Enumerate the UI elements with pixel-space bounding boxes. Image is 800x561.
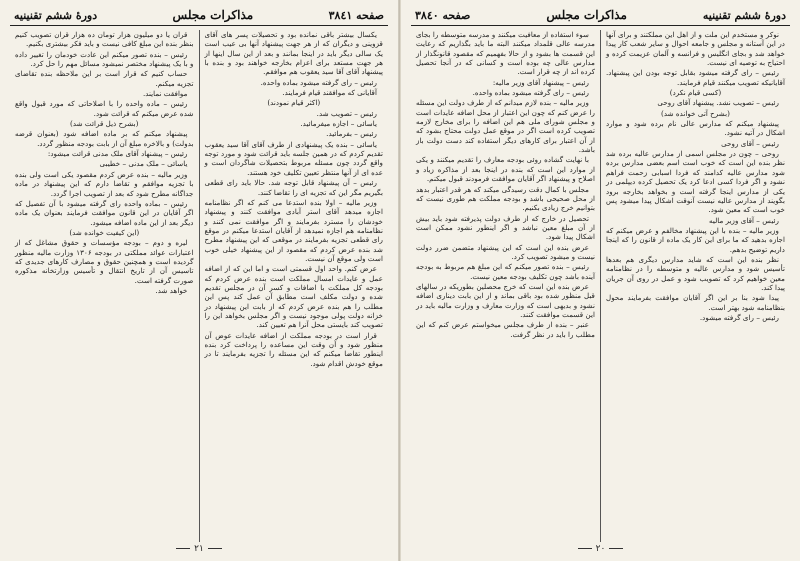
paragraph: رئیس – پیشنهاد آقای ملک مدنی قرائت میشود:	[47, 149, 188, 159]
paragraph: نوکر و مستخدم این ملت و از اهل این مملکتند و برای آنها در این آستانه و مجلس و جامعه احوال و سایر شعب کار پیدا خواهد شد و بجای انگلیس و فرانسه و آلمان عزیمت کرده و احتیاج به توصیه ای نیست.	[606, 30, 785, 68]
right-page-footer: ۲۰	[411, 544, 790, 554]
paragraph: قرار است در بودجه مملکت از اضافه عایدات عوض آن منظور شود و آن وقت این مساعده را پرداخت کرد بنده اینطور تقاضا میکنم که این مسئله را تجزیه بفرمایند تا در موقع خودش اقدام شود.	[204, 330, 383, 368]
right-page-column-2	[411, 30, 601, 542]
paragraph: تحصیل در خارج که از طرف دولت پذیرفته شود باید بیش از آن مبلغ معین نباشد و اگر اینطور نشود ممکن است اشکال پیدا شود.	[416, 213, 595, 242]
paragraph: خواهد شد.	[155, 285, 188, 295]
paragraph: وزیر مالیه – بنده با این پیشنهاد مخالفم و عرض میکنم که اجازه بدهید که ما برای این کار یک ماده از قانون را که اینجا داریم توضیح بدهم.	[606, 225, 785, 254]
paragraph: (بشرح آتی خوانده شد)	[661, 108, 730, 118]
paragraph: رئیس – پیشنهاد آقای وزیر مالیه:	[492, 77, 589, 87]
paragraph: با نهایت گشاده روئی بودجه معارف را تقدیم میکنند و یکی از موارد این است که بنده در اینجا بعد از مذاکره زیاد و اصلاح و پیشنهاد اگر آقایان موافقت فرمودند قبول میکنم.	[416, 155, 595, 184]
paragraph: یاسائی – بنده یک پیشنهادی از طرف آقای آقا سید یعقوب تقدیم کردم که در همین جلسه باید قرائت شود و مورد توجه واقع گردد چون مسئله مربوط بتحصیلات شاگردان است و عده ای از آنها منتظر تعیین تکلیف خود هستند.	[204, 139, 383, 177]
paragraph: رئیس – تصویب نشد. پیشنهاد آقای روحی	[657, 98, 779, 108]
paragraph: لیره و دوم – بودجه مؤسسات و حقوق مشاغل که از اعتبارات عوائد مملکتی در بودجه ۱۳۰۶ وزارت مالیه منظور گردیده است و همچنین حقوق و مصارف کارهای جدیدی که تاسیس آن از تاریخ انتقال و تأسیس وزارتخانه مذکوره صورت گرفته است.	[15, 238, 194, 285]
paragraph: نظر بنده این است که شاید مدارس دیگری هم بعدها تأسیس شود و مدارس عالیه و متوسطه را در نظامنامه معین خواهیم کرد که تصویب شود و عمل در روی آن جریان پیدا کند.	[606, 254, 785, 292]
left-page-column-1	[200, 30, 389, 542]
paragraph: رئیس – آقای وزیر مالیه	[709, 215, 779, 225]
paragraph: رئیس – رای گرفته میشود بقابل توجه بودن این پیشنهاد. آقایانیکه تصویب میکنند قیام فرمایند.	[606, 68, 785, 87]
paragraph: وزیر مالیه – بنده عرض کردم مقصود یکی است ولی بنده با تجزیه موافقم و تقاضا دارم که این پیشنهاد در ماده جداگانه مطرح شود که بعد از تصویب اجرا گردد.	[15, 169, 194, 198]
right-page-session: دورهٔ ششم تقنینیه	[702, 9, 786, 22]
paragraph: رئیس – رای گرفته میشود بماده واحده.	[260, 77, 377, 87]
left-page-title: مذاکرات مجلس	[172, 8, 254, 22]
paragraph: پیدا شود بنا بر این اگر آقایان موافقت بفرمایند محول بنظامنامه شود بهتر است.	[606, 293, 785, 312]
right-page	[401, 0, 800, 561]
paragraph: عرض بنده این است که این پیشنهاد متضمن ضرر دولت نیست و میشود تصویب کرد.	[416, 242, 595, 261]
paragraph: رئیس – تصویب شد.	[316, 108, 377, 118]
left-page	[0, 0, 399, 561]
right-page-columns	[411, 30, 790, 542]
paragraph: (این کیفیت خوانده شد)	[69, 227, 140, 237]
paragraph: پیشنهاد میکنم که بر ماده اضافه شود (بعنوان قرضه بدولت) و بالاخره مبلغ آن از بابت بودجه منظور گردد.	[15, 129, 194, 148]
paragraph: رئیس – بنده تصور میکنم این عادت خودمان را تغییر داده و با یک پیشنهاد مختصر نمیشود مسائل مهم را حل کرد.	[15, 49, 194, 69]
paragraph: رئیس – آن پیشنهاد قابل توجه شد. حالا باید رای قطعی بگیریم مگر این که تجزیه ای را تقاضا کنند.	[204, 178, 383, 197]
paragraph: یاسائی – ملک مدنی – خطیبی	[99, 159, 188, 169]
paragraph: یکسال بیشتر باقی نمانده بود و تحصیلات پسر های آقای قزوینی و دیگران که از هر جهت پیشنهاد آنها بی عیب است یک سالی دیگر باید در اینجا بمانند و بعد از این سال اینها از هر جهت مستعد برای اعزام بخارجه خواهند بود و بنده با پیشنهاد آقای آقا سید یعقوب هم موافقم.	[204, 30, 383, 77]
left-page-column-2	[10, 30, 200, 542]
paragraph: عرض بنده این است که خرج محصلین بطوریکه در سالهای قبل منظور شده بود باقی بماند و از این بابت دیناری اضافه نشود و بدیهی است که وزارت معارف و وزارت مالیه باید در این قسمت موافقت کنند.	[416, 281, 595, 319]
paragraph: رئیس – آقای روحی	[721, 138, 779, 148]
left-page-columns	[10, 30, 388, 542]
paragraph: (اکثر قیام نمودند)	[267, 98, 321, 108]
paragraph: روحی – چون در مجلس اسمی از مدارس عالیه برده شد نظر بنده این است که خوب است اسم بعضی مدارس برده شود مدارس عالیه کدامند که فردا اسبابی زحمت فراهم نشود و اگر فردا کسی ادعا کرد یک تحصیل کرده دیپلمی در یکی از مدارس اینجا گرفته است و بخواهد بخارجه برود بگویند از مدارس عالیه نیست آنوقت اشکال پیدا میشود پس خوب است که معین شود.	[606, 149, 785, 215]
paragraph: رئیس – رای گرفته میشود بماده واحده.	[472, 88, 589, 98]
left-page-header	[10, 6, 388, 26]
paragraph: وزیر مالیه – اولا بنده استدعا می کنم که اگر نظامنامه اجازه میدهد آقای استر آبادی موافقت کنند و پیشنهاد خودشان را مسترد بفرمایند و اگر موافقت نمی کنند و نظامنامه هم اجازه نمیدهد از آقایان استدعا میکنم در موقع رای قطعی تجزیه بفرمایند در موقعی که این پیشنهاد مطرح شد بنده عرض کردم که مقصود از این پیشنهاد خیلی خوب است ولی موقع آن نیست.	[204, 197, 383, 263]
paragraph: رئیس – بفرمائید.	[326, 129, 377, 139]
paragraph: پیشنهاد میکنم که مدارس عالی نام برده شود و موارد اشکال در آتیه نشود.	[606, 119, 785, 138]
left-page-footer: ۲۱	[10, 544, 388, 554]
paragraph: موافقت نمایند.	[142, 89, 188, 99]
paragraph: (بشرح ذیل قرائت شد)	[70, 119, 139, 129]
right-page-header	[411, 6, 790, 26]
paragraph: عرض کنم. واحد اول قسمتی است و اما این که از اضافه عمل و عایدات امسال مملکت است بنده عرض کردم که بودجه کل مملکت با اضافات و کسر آن در مجلس تقدیم شده و دولت مکلف است مطابق آن عمل کند پس این مطلب را هم بنده عرض کردم که از بابت این پیشنهاد در خزانه دولت پولی موجود نیست و اگر مجلس بخواهد این را تصویب کند بایستی محل آنرا هم تعیین کند.	[204, 264, 383, 330]
paragraph: قران یا دو میلیون هزار تومان ده هزار قران تصویب کنیم بنظر بنده این مبلغ کافی نیست و باید فکر بیشتری بکنیم.	[15, 30, 194, 49]
paragraph: رئیس – بنده تصور میکنم که این مبلغ هم مربوط به بودجه آینده باشد چون تکلیف بودجه معین نیست.	[416, 262, 595, 281]
paragraph: سوء استفاده از معافیت میکنند و مدرسه متوسطه را بجای مدرسه عالی قلمداد میکنند البته ما باید بگذاریم که رعایت این قسمت ها بشود و از حالا بفهمیم که مقصود قانونگذار از مدارس عالی چه بوده است و کسانی که در آنجا تحصیل کرده اند از چه قرار است.	[416, 30, 595, 77]
paragraph: آقایانی که موافقند قیام فرمایند.	[282, 88, 377, 98]
paragraph: (کسی قیام نکرد)	[669, 88, 722, 98]
left-page-number: صفحه ۳۸٤۱	[328, 9, 384, 22]
right-page-column-1	[601, 30, 790, 542]
paragraph: مجلس با کمال دقت رسیدگی میکند که هر قدر اعتبار بدهد از محل صحیحی باشد و بودجه مملکت هم طوری نیست که بتوانیم خرج زیادی بکنیم.	[416, 184, 595, 213]
paragraph: عنبر – بنده از طرف مجلس میخواستم عرض کنم که این مطلب را باید در نظر گرفت.	[416, 320, 595, 339]
paragraph: رئیس – رای گرفته میشود.	[699, 312, 779, 322]
paragraph: وزیر مالیه – بنده لازم میدانم که از طرف دولت این مسئله را عرض کنم که چون این اعتبار از محل اضافه عایدات است و مجلس شورای ملی هم این اضافه را برای مخارج لازمه تصویب کرده است اگر در موقع عمل دولت محتاج بشود که از آن اعتبار برای کارهای دیگر استفاده کند دست دولت باز باشد.	[416, 98, 595, 155]
paragraph: حساب کنیم که قرار است بر این ملاحظه بنده تقاضای تجزیه میکنم.	[15, 69, 194, 88]
paragraph: یاسائی – اجازه میفرمائید.	[300, 119, 377, 129]
left-page-session: دورهٔ ششم تقنینیه	[14, 9, 98, 22]
paragraph: رئیس – بماده واحده رای گرفته میشود با آن تفصیل که اگر آقایان در این قانون موافقت فرمایند بعنوان یک ماده دیگر بعد از این ماده اضافه میشود.	[15, 198, 194, 227]
paragraph: رئیس – ماده واحده را با اصلاحاتی که مورد قبول واقع شده عرض میکنم که قرائت شود.	[15, 99, 194, 118]
right-page-number: صفحه ۳۸٤۰	[415, 9, 471, 22]
right-page-title: مذاکرات مجلس	[546, 8, 627, 22]
